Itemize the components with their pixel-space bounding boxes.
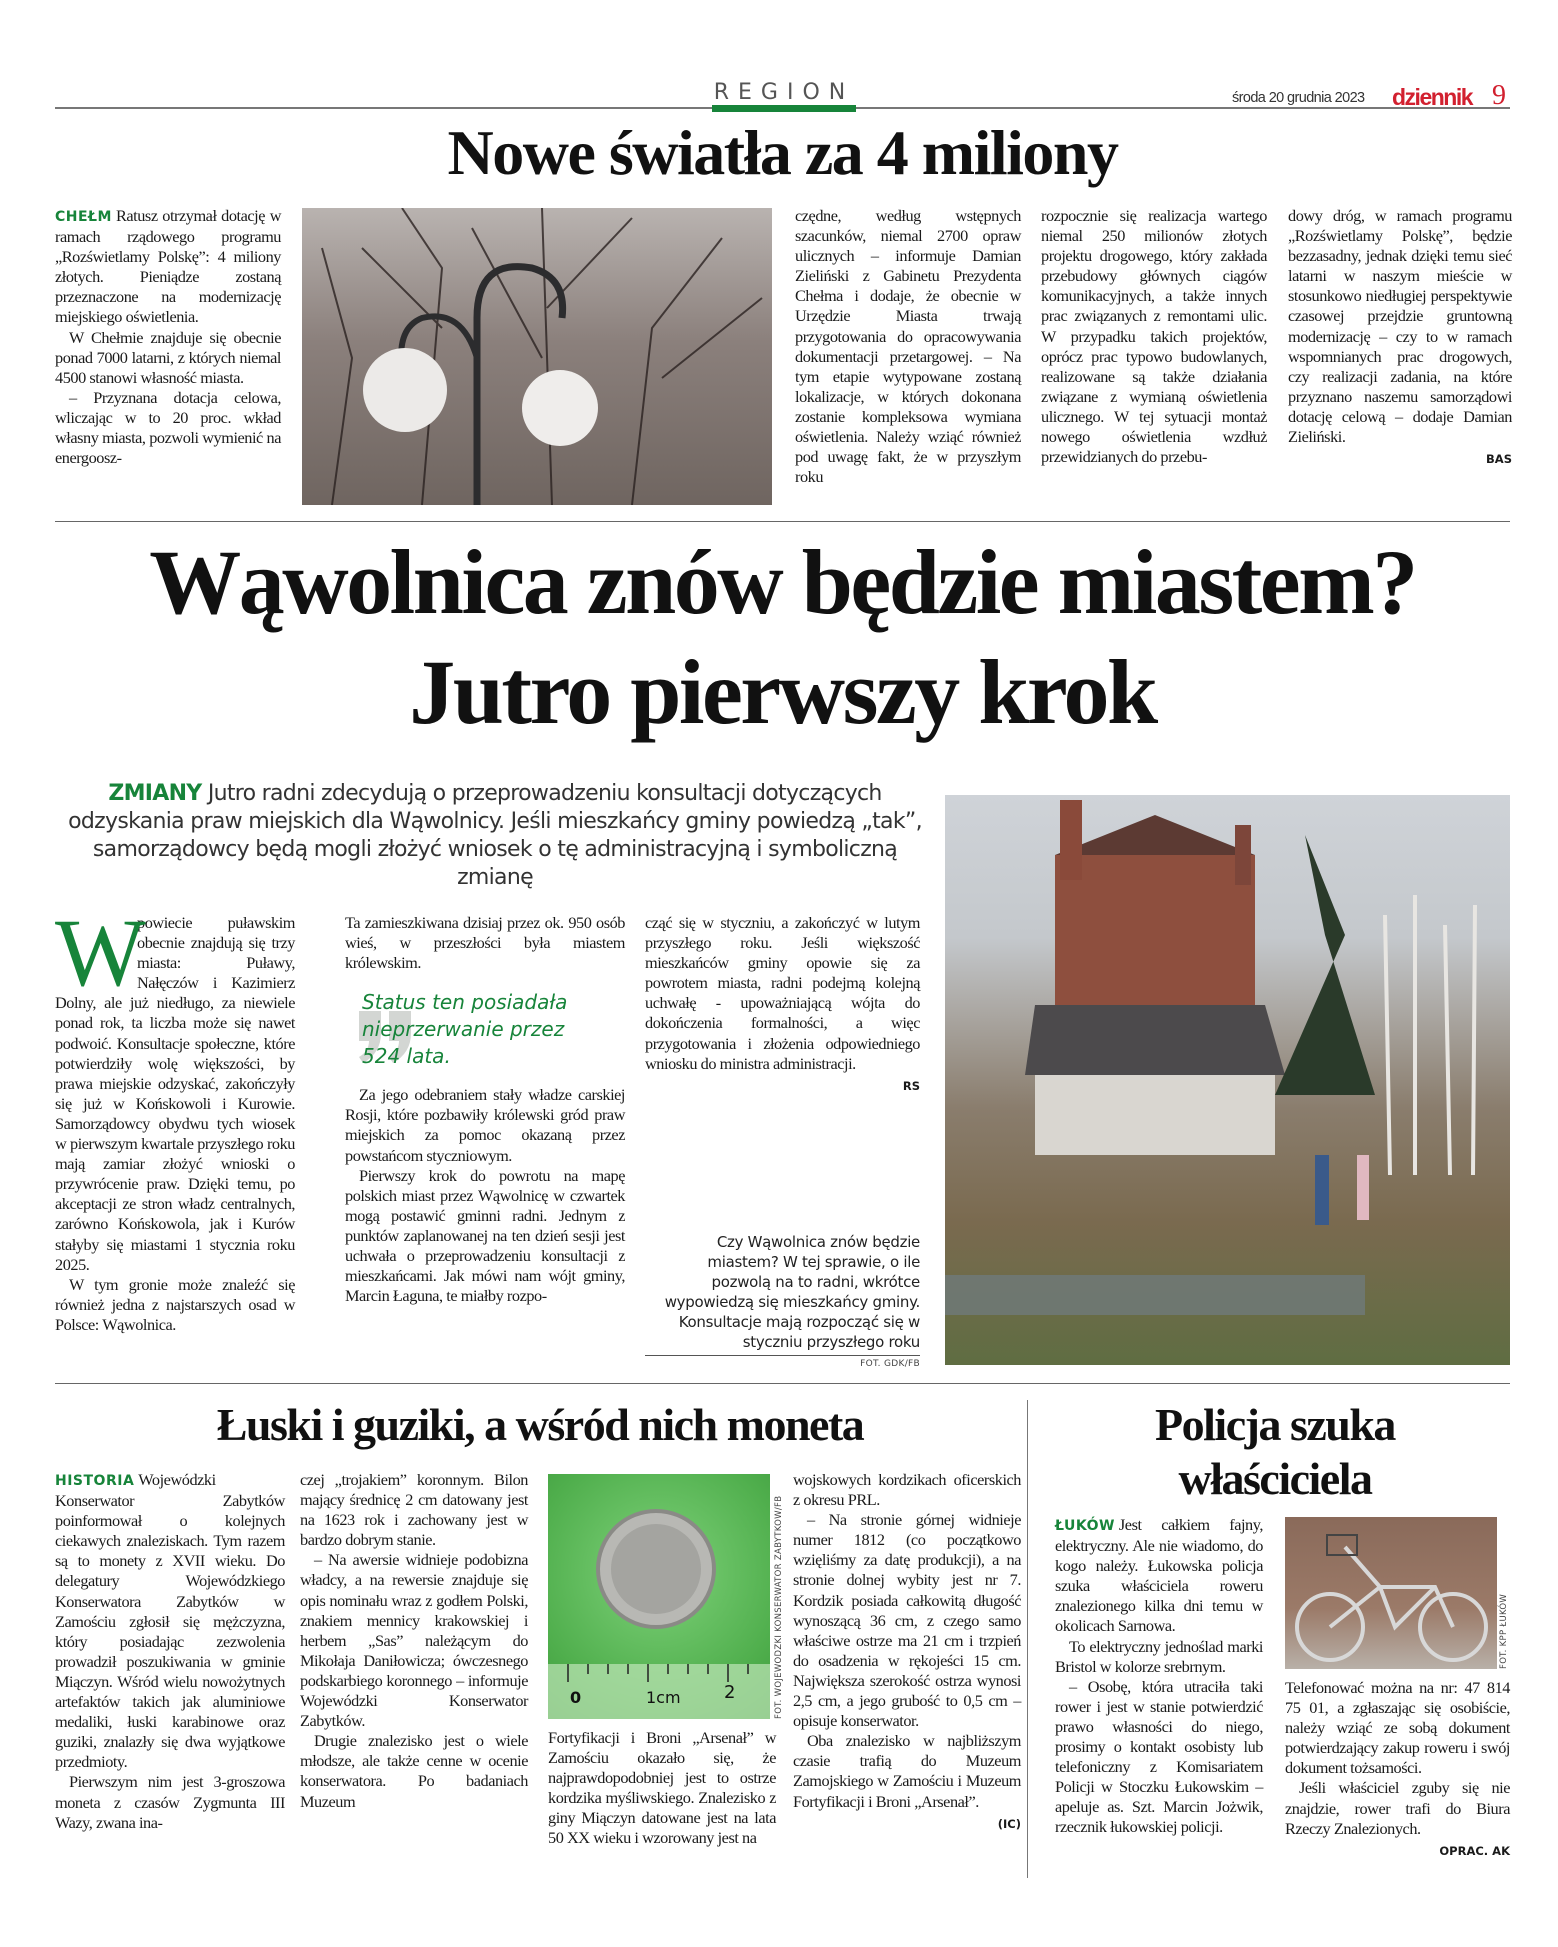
article-divider xyxy=(55,521,1510,522)
paragraph: W Chełmie znajduje się obecnie ponad 7000 latarni, z których niemal 4500 stanowi własność miasta. xyxy=(55,327,281,387)
column-text xyxy=(1055,1515,1263,1838)
column-text xyxy=(55,1470,285,1833)
paragraph: czej „trojakiem” koronnym. Bilon mający średnicę 2 cm datowany jest na 1623 rok i zachowany jest w bardzo dobrym stanie. xyxy=(300,1470,528,1550)
column-text xyxy=(345,913,625,973)
paragraph: Drugie znalezisko jest o wiele młodsze, ale także cenne w ocenie konserwatora. Po badaniach Muzeum xyxy=(300,1731,528,1811)
article-kicker: ŁUKÓW xyxy=(1055,1518,1115,1534)
photo-bicycle xyxy=(1285,1517,1497,1669)
column-text xyxy=(55,206,281,468)
caption-rule xyxy=(645,1355,920,1356)
paragraph: czędne, według wstępnych szacunków, niemal 2700 opraw ulicznych – informuje Damian Zieliński z Gabinetu Prezydenta Chełma i dodaje, że obecnie w Urzędzie Miasta trwają przygotowania do opracowywania dokumentacji przetargowej. – Na tym etapie wytypowane zostaną lokalizacje, w których dokonana zostanie kompleksowa wymiana oświetlenia. Należy wziąć również pod uwagę fakt, że w przyszłym roku xyxy=(795,206,1021,487)
article-headline-line1: Wąwolnica znów będzie miastem? xyxy=(149,531,1416,633)
paragraph: wojskowych kordzikach oficerskich z okresu PRL. xyxy=(793,1470,1021,1510)
column-text xyxy=(1285,1678,1510,1839)
paragraph: Ta zamieszkiwana dzisiaj przez ok. 950 osób wieś, w przeszłości była miastem królewskim. xyxy=(345,913,625,973)
paragraph: W tym gronie może znaleźć się również jedna z najstarszych osad w Polsce: Wąwolnica. xyxy=(55,1274,295,1334)
issue-date: środa 20 grudnia 2023 xyxy=(1232,90,1365,106)
pull-quote-box xyxy=(345,989,625,1071)
author-signature: RS xyxy=(902,1078,920,1093)
photo-caption: Czy Wąwolnica znów będzie miastem? W tej sprawie, o ile pozwolą na to radni, wkrótce wypowiedzą się mieszkańcy gminy. Konsultacje mają rozpocząć się w styczniu przyszłego roku xyxy=(664,1233,920,1351)
column-text xyxy=(645,913,920,1074)
paragraph xyxy=(55,1470,285,1772)
lead-text: Jutro radni zdecydują o przeprowadzeniu konsultacji dotyczących odzyskania praw miejskich dla Wąwolnicy. Jeśli mieszkańcy gminy powiedzą „tak”, samorządowcy będą mogli złożyć wniosek o tę administracyjną i symboliczną zmianę xyxy=(68,781,922,890)
article-headline-line2: Jutro pierwszy krok xyxy=(409,641,1156,743)
column-text xyxy=(548,1728,776,1849)
photo-credit: FOT. KPP ŁUKÓW xyxy=(1499,1593,1509,1669)
article-column xyxy=(55,206,281,468)
photo-credit: FOT. WOJEWÓDZKI KONSERWATOR ZABYTKÓW/FB xyxy=(774,1495,784,1719)
photo-caption-box xyxy=(645,1232,920,1369)
dropcap-box xyxy=(55,899,146,1006)
article-column xyxy=(548,1728,776,1849)
paragraph: To elektryczny jednoślad marki Bristol w kolorze srebrnym. xyxy=(1055,1636,1263,1676)
column-divider xyxy=(1027,1400,1028,1878)
column-text xyxy=(793,1470,1021,1812)
coin-illustration xyxy=(548,1474,770,1719)
newspaper-logo: dziennik xyxy=(1392,84,1473,110)
column-text xyxy=(345,1085,625,1306)
article-column xyxy=(795,206,1021,487)
ruler-label-two: 2 xyxy=(724,1682,736,1703)
village-illustration xyxy=(945,795,1510,1365)
photo-coin xyxy=(548,1474,770,1719)
paragraph: Fortyfikacji i Broni „Arsenał” w Zamościu okazało się, że najprawdopodobniej jest to ostrze kordzika myśliwskiego. Znalezisko z giny Miączyn datowane jest na lata 50 XX wieku i wzorowany jest na xyxy=(548,1728,776,1848)
section-label: REGION xyxy=(713,80,855,105)
paragraph: Telefonować można na nr: 47 814 75 01, a zgłaszając się osobiście, należy wziąć ze sobą dokument potwierdzający zakup roweru i swój dokument tożsamości. xyxy=(1285,1678,1510,1778)
paragraph: cząć się w styczniu, a zakończyć w lutym przyszłego roku. Jeśli większość mieszkańców gminy opowie się za powrotem miasta, radni podejmą kolejną uchwałę - upoważniającą wójta do dokończenia formalności, a więc przygotowania i złożenia odpowiedniego wniosku do ministra administracji. xyxy=(645,913,920,1073)
article-column xyxy=(1055,1515,1263,1838)
article-headline: Łuski i guziki, a wśród nich moneta xyxy=(216,1399,864,1450)
article-column xyxy=(55,899,295,1335)
paragraph: – Osobę, która utraciła taki rower i jest w stanie potwierdzić prawo własności do niego, prosimy o kontakt osobisty lub telefoniczny z Komisariatem Policji w Stoczku Łukowskim – apeluje as. Szt. Marcin Jożwik, rzecznik łukowskiej policji. xyxy=(1055,1676,1263,1837)
paragraph: Oba znalezisko w najbliższym czasie trafią do Muzeum Zamojskiego w Zamościu i Muzeum Fortyfikacji i Broni „Arsenał”. xyxy=(793,1731,1021,1811)
paragraph-text: Ratusz otrzymał dotację w ramach rządowego programu „Rozświetlamy Polskę”: 4 miliony złotych. Pieniądze zostaną przeznaczone na modernizację miejskiego oświetlenia. xyxy=(55,206,281,327)
paragraph: – Na stronie górnej widnieje numer 1812 (co początkowo wzięliśmy za datę produkcji), a na stronie dolnej wybity jest nr 7. Kordzik posiada całkowitą długość wynoszącą 36 cm, z czego samo właściwe ostrze ma 21 cm i trzpień do osadzenia w rękojeści 15 cm. Największa szerokość ostrza wynosi 2,5 cm, a jego grubość to 0,5 cm – opisuje konserwator. xyxy=(793,1510,1021,1731)
article-column xyxy=(55,1470,285,1833)
photo-street-lamps xyxy=(302,208,772,505)
article-lead xyxy=(55,780,935,892)
column-text xyxy=(300,1470,528,1812)
column-text xyxy=(1288,206,1512,447)
article-column xyxy=(345,913,625,1306)
author-signature: BAS xyxy=(1486,452,1512,467)
article-divider xyxy=(55,1383,1510,1384)
article-column xyxy=(793,1470,1021,1832)
dropcap: W xyxy=(55,899,146,1006)
article-kicker: HISTORIA xyxy=(55,1473,135,1489)
article-column xyxy=(1288,206,1512,467)
article-column xyxy=(645,913,920,1094)
article-column xyxy=(300,1470,528,1812)
column-text xyxy=(1041,206,1267,467)
paragraph xyxy=(55,206,281,328)
page-number: 9 xyxy=(1492,80,1506,111)
article-headline-line1: Policja szuka xyxy=(1155,1399,1395,1450)
photo-credit: FOT. GDK/FB xyxy=(860,1359,920,1369)
article-column xyxy=(1041,206,1267,467)
ruler-label-one: 1cm xyxy=(646,1688,681,1707)
paragraph: – Przyznana dotacja celowa, wliczając w to 20 proc. wkład własny miasta, pozwoli wymienić na energoosz- xyxy=(55,387,281,468)
column-text xyxy=(795,206,1021,487)
paragraph: dowy dróg, w ramach programu „Rozświetlamy Polskę”, będzie bezzasadny, jednak dzięki temu sieć latarni w naszym mieście w stosunkowo niedługiej perspektywie czasowej przejdzie gruntowną modernizację – czy to w ramach wspomnianych prac drogowych, czy realizacji zadania, na które przyznano naszemu samorządowi dotację celową – dodaje Damian Zieliński. xyxy=(1288,206,1512,447)
paragraph: Jeśli właściciel zguby się nie znajdzie, rower trafi do Biura Rzeczy Znalezionych. xyxy=(1285,1778,1510,1838)
author-signature: (IC) xyxy=(997,1816,1021,1831)
paragraph: – Na awersie widnieje podobizna władcy, a na rewersie znajduje się opis nominału wraz z godłem Polski, znakiem mennicy krakowskiej i herbem „Sas” należącym do Mikołaja Daniłowicza; ówczesnego podskarbiego koronnego – informuje Wojewódzki Konserwator Zabytków. xyxy=(300,1550,528,1731)
ruler-label-zero: 0 xyxy=(570,1688,582,1707)
photo-wawolnica-village xyxy=(945,795,1510,1365)
section-accent-bar xyxy=(712,105,856,112)
pull-quote: Status ten posiadała nieprzerwanie przez 524 lata. xyxy=(362,990,568,1069)
paragraph: rozpocznie się realizacja wartego niemal 250 milionów złotych projektu drogowego, który zakłada przebudowy głównych ciągów komunikacyjnych, a także innych prac związanych z remontami ulic. W przypadku takich projektów, oprócz prac typowo budowlanych, realizowane są także działania związane z wymianą oświetlenia ulicznego. W tej sytuacji montaż nowego oświetlenia wzdłuż przewidzianych do przebu- xyxy=(1041,206,1267,467)
author-signature: OPRAC. AK xyxy=(1439,1843,1510,1858)
lead-kicker: ZMIANY xyxy=(108,781,202,806)
article-column xyxy=(1285,1678,1510,1859)
paragraph xyxy=(1055,1515,1263,1637)
paragraph-text: Wojewódzki Konserwator Zabytków poinformował o kolejnych ciekawych znaleziskach. Tym razem są to monety z XVII wieku. Do delegatury Wojewódzkiego Konserwatora Zabytków w Zamościu zgłosił się mężczyzna, który posiadając zezwolenia prowadził poszukiwania w gminie Miączyn. Wśród wielu nowożytnych artefaktów takich jak aluminiowe medaliki, łuski karabinowe oraz guziki, znalazły się dwa wyjątkowe przedmioty. xyxy=(55,1470,285,1772)
paragraph: Pierwszym nim jest 3-groszowa moneta z czasów Zygmunta III Wazy, zwana ina- xyxy=(55,1772,285,1832)
article-headline-line2: właściciela xyxy=(1178,1453,1372,1504)
paragraph: Pierwszy krok do powrotu na mapę polskich miast przez Wąwolnicę w czwartek mogą postawić gminni radni. Jednym z punktów zaplanowanej na ten dzień sesji jest uchwała o przeprowadzeniu konsultacji z mieszkańcami. Jak mówi nam wójt gminy, Marcin Łaguna, te miałby rozpo- xyxy=(345,1165,625,1306)
paragraph-text: Jest całkiem fajny, elektryczny. Ale nie wiadomo, do kogo należy. Łukowska policja szuka właściciela roweru znalezionego kilka dni temu w okolicach Sarnowa. xyxy=(1055,1515,1263,1636)
paragraph: powiecie puławskim obecnie znajdują się trzy miasta: Puławy, Nałęczów i Kazimierz Dolny, ale już niedługo, za niewiele ponad rok, ta liczba może się nawet podwoić. Konsultacje społeczne, które potwierdziły wolę większości, by prawa miejskie odzyskać, zakończyły się już w Końskowoli i Kurowie. Samorządowcy obydwu tych wiosek w pierwszym kwartale przyszłego roku mają zamiar złożyć wnioski o przywrócenie praw. Dzięki temu, po akceptacji ze stron władz centralnych, zarówno Końskowola, jak i Kurów stałyby się miastami 1 stycznia roku 2025. xyxy=(55,913,295,1274)
article-kicker: CHEŁM xyxy=(55,209,112,225)
lamp-illustration xyxy=(302,208,772,505)
bicycle-illustration xyxy=(1285,1517,1497,1669)
article-headline: Nowe światła za 4 miliony xyxy=(447,117,1118,188)
paragraph: Za jego odebraniem stały władze carskiej Rosji, które pozbawiły królewski gród praw miejskich za pomoc okazaną przez powstańcom styczniowym. xyxy=(345,1085,625,1165)
